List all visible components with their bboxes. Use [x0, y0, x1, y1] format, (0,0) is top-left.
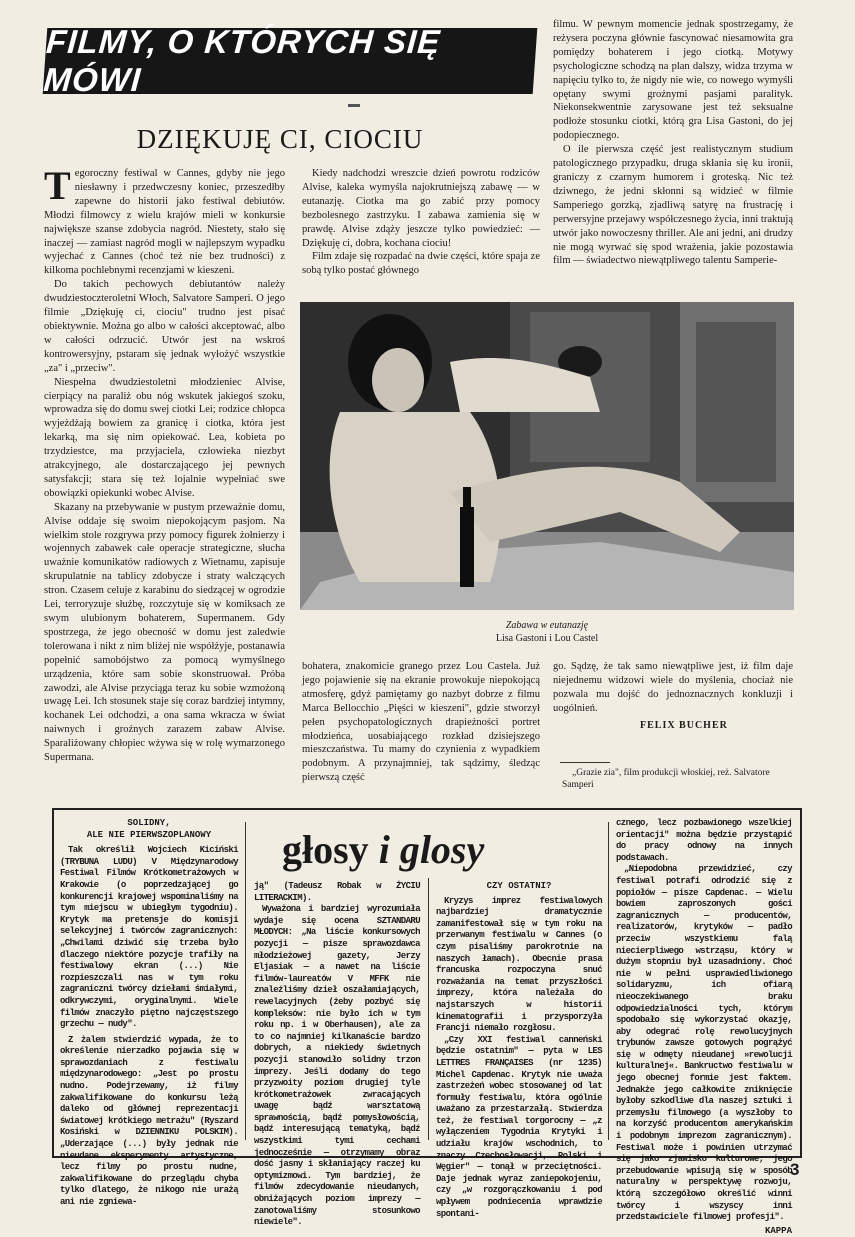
paragraph: O ile pierwsza część jest realistycznym studium patologicznego przypadku, druga skłania się ku ironii, graniczy z czarnym humorem i groteską. Nic też dziwnego, że jedni skłonni są widzieć w filmie Samperiego gorzką, zjadliwą satyrę na frustrację i perwersyjne przejawy współczesnego życia, inni traktują utwór jako nowoczesny thriller. Ale ani jedni, ani drudzy nie mogą wyrwać się spod wrażenia, jakie pozostawia film — świadectwo niewątpliwego talentu Samperie-	[553, 144, 793, 267]
article-column-2	[302, 167, 540, 278]
article-column-1	[44, 163, 285, 765]
column-signature: KAPPA	[764, 1225, 792, 1236]
paragraph: „Niepodobna przewidzieć, czy festiwal potrafi odrodzić się z popiołów — pisze Capdenac. — Wielu bowiem zaproszonych gości zagranicznych — producentów, realizatorów, krytyków — padło przeciw wszystkiemu falą niecierpliwego wstrząsu, który w dużym stopniu był uzasadniony. Choć nie w pełni usprawiedliwionego solidaryzmu, ich ofiarą nieoczekiwanego braku odpowiedzialności tych, którym spodobało się wykorzystać okazję, aby odegrać rolę rewolucyjnych trybunów zawsze gotowych pogrążyć się w odmęty nieudanej »rewolucji kulturalnej«. Bankructwo festiwalu w jego obecnej formie jest faktem. Jednakże jego całkowite zniknięcie byłoby szkodliwe dla naszej sztuki i przemysłu filmowego (a wyszłoby to na korzyść producentom amerykańskim i podobnym imprezom zagranicznym). Festiwal może i powinien utrzymać się jako zjawisko kulturowe; jego przebudowanie wpisują się w sposób naturalny w perspektywę rozwoju, którą szczegółowo określić winni twórcy i wszyscy inni przedstawiciele filmowej profesji".	[616, 864, 792, 1223]
paragraph: „Czy XXI festiwal canneński będzie ostatnim" — pyta w LES LETTRES FRANÇAISES (nr 1235) Michel Capdenac. Krytyk nie uważa zastrzeżeń wobec stosowanej od lat formuły festiwalu, która ogólnie uważano za przestarzałą. Stwierdza też, że festiwal torgorocny — „z wyłączeniem Tygodnia Krytyki i udziału krajów wschodnich, to znaczy Czechosłowacji, Polski i Węgier" — tonął w przeciętności. Daje jednak wyraz zaniepokojeniu, czy „w rozgorączkowaniu i pod wpływem podniecenia wprawdzie spontani-	[436, 1034, 602, 1219]
article-column-3b	[553, 660, 793, 716]
section-banner: FILMY, O KTÓRYCH SIĘ MÓWI	[43, 28, 538, 94]
glosy-column-2	[254, 881, 420, 1229]
article-title: DZIĘKUJĘ CI, CIOCIU	[136, 124, 424, 154]
paragraph: Tak określił Wojciech Kiciński (TRYBUNA LUDU) V Międzynarodowy Festiwal Filmów Krótkometrażowych w Krakowie (o poprzedzającej go konkurencji krajowej wspominaliśmy na tym miejscu w ubiegłym tygodniu). Krytyk ma pretensje do komisji selekcyjnej i twórców zagranicznych: „Chwilami dziwić się trzeba było dlaczego niektóre pozycje trafiły na festiwalowy ekran (...) Nie rozpieszczali nas w tym roku zagraniczni twórcy dziełami śmiałymi, odkrywczymi, oryginalnymi. Wiele filmów znaczyło piętno najczęstszego grzechu — nudy".	[60, 845, 238, 1030]
glosy-column-4	[616, 818, 792, 1237]
column-heading: SOLIDNY,	[127, 818, 171, 828]
paragraph: ją" (Tadeusz Robak w ŻYCIU LITERACKIM).	[254, 881, 420, 903]
glosy-title: głosy i glosy	[282, 827, 485, 872]
drop-cap: T	[44, 163, 71, 208]
article-column-3	[553, 18, 793, 268]
column-heading: ALE NIE PIERWSZOPLANOWY	[86, 829, 212, 840]
paragraph: Skazany na przebywanie w pustym przeważnie domu, Alvise oddaje się swoim niepokojącym pasjom. Na wielkim stole rozgrywa przy pomocy figurek żołnierzy i wojennych zabawek całe operacje strategiczne, słucha uważnie komunikatów radiowych z Wietnamu, zapisuje skrupulatnie na tablicy zdobycze i straty walczących stron. Czasem celuje z karabinu do siedzącej w ogrodzie Lei, terroryzuje służbę, rozczytuje się w komiksach ze swym ulubionym bohaterem, Supermanem. Gdy spostrzega, że jego obecność w domu jest zaledwie tolerowana i nikt z nim bliżej nie współżyje, postanawia popełnić samobójstwo za pomocą wymyślnego urządzenia, które sam sobie skonstruował. Próba zawodzi, ale Alvise przyciąga teraz ku sobie wzmożoną uwagę Lei. Ich stosunek staje się coraz bardziej intymny, kochanek Lei odchodzi, a ona sama wkracza w świat naiwnych i groźnych zarazem zabaw Alvise. Sparaliżowany chłopiec wżywa się w rolę wymarzonego Supermana.	[44, 501, 285, 764]
caption-title: Zabawa w eutanazję	[505, 620, 589, 631]
footnote-rule	[560, 762, 610, 763]
glosy-column-3	[436, 881, 602, 1220]
film-still-photo	[300, 302, 794, 610]
photo-caption	[300, 619, 794, 645]
paragraph: filmu. W pewnym momencie jednak spostrzegamy, że reżysera poczyna głównie fascynować niesamowita gra pomiędzy bohaterem i jego ciotką. Motywy psychologiczne schodzą na plan dalszy, widza trzyma w napięciu tylko to, że nigdy nie wie, co nowego wymyśli opętany swymi groźnymi pasjami paralityk. Niekonsekwentnie zarysowane jest też seksualne podłoże stosunku ciotki, którą gra Lisa Gastoni, do jej podopiecznego.	[553, 19, 793, 142]
column-heading: CZY OSTATNI?	[486, 881, 552, 891]
divider	[348, 104, 360, 107]
paragraph: Kryzys imprez festiwalowych najbardziej dramatycznie zamanifestował się w tym roku na przerwanym festiwalu w Cannes (o czym pisaliśmy parokrotnie na naszych łamach). Obecnie prasa francuska rozpoczyna snuć rozważania na temat przyszłości imprezy, która należała do najstarszych w historii kinematografii i przysporzyła Francji niemało rozgłosu.	[436, 895, 602, 1034]
footnote: „Grazie zia", film produkcji włoskiej, reż. Salvatore Samperi	[562, 768, 770, 790]
paragraph: Niespełna dwudziestoletni młodzieniec Alvise, cierpiący na paraliż obu nóg wskutek jakiegoś szoku, wprowadza się do domu swej ciotki Lei; rodzice chłopca wyjeżdżają bowiem za granicę i ciotka, która jest lekarką, ma się nim opiekować. Lea, kobieta po trzydziestce, ma przyjaciela, człowieka niezbyt atrakcyjnego, ale dostarczającego jej pewnych satysfakcji; stara się też lojalnie wypełniać swe obowiązki opiekunki wobec Alvise.	[44, 376, 285, 499]
column-divider	[608, 822, 609, 1140]
paragraph: Do takich pechowych debiutantów należy dwudziestoczteroletni Włoch, Salvatore Samperi. O jego filmie „Dziękuję ci, ciociu" trudno jest pisać obiektywnie. Można go albo w całości akceptować, albo w całości odrzucić. Utwór jest na wskroś kontrowersyjny, pstaram się jednak wyłożyć wszystkie „za" i „przeciw".	[44, 279, 285, 374]
column-divider	[245, 822, 246, 1140]
author-signature: FELIX BUCHER	[640, 720, 728, 731]
column-divider	[428, 878, 429, 1140]
paragraph: Kiedy nadchodzi wreszcie dzień powrotu rodziców Alvise, kaleka wymyśla najokrutniejszą zabawę — w eutanazję. Ciotka ma go zabić przy pomocy bezbolesnego zastrzyku. I zabawa zamienia się w prawdę. Alvise zdąży jeszcze tylko powiedzieć: — Dziękuję ci, dobra, kochana ciociu!	[302, 168, 540, 249]
paragraph: cznego, lecz pozbawionego wszelkiej orientacji" można będzie przystąpić do pracy odnowy na innych podstawach.	[616, 818, 792, 863]
paragraph: bohatera, znakomicie granego przez Lou Castela. Już jego pojawienie się na ekranie prowokuje niepokojącą atmosferę, gdyż pamiętamy go nazbyt dobrze z filmu Marca Bellocchio „Pięści w kieszeni", gdzie stworzył pełen psychopatologicznych drapieżności portret młodzieńca, uosabiającego rozkład dzisiejszego mieszczaństwa. Tu mamy do czynienia z wypadkiem podobnym. A przynajmniej, tak sądzimy, śledząc pierwszą część	[302, 661, 540, 784]
article-column-2b	[302, 660, 540, 785]
paragraph: Tegoroczny festiwal w Cannes, gdyby nie jego niesławny i przedwczesny koniec, przeszedłby zapewne do historii jako festiwal debiutów. Młodzi filmowcy z wielu krajów mieli w konkursie największe szanse zdobycia nagród. Niestety, stało się inaczej — zamiast nagród mogli w najlepszym wypadku wyjechać z Cannes (choć też nie bez trudności) z kilkoma pochlebnymi recenzjami w kieszeni.	[44, 163, 285, 277]
glosy-column-1	[60, 818, 238, 1209]
film-still-illustration	[300, 302, 794, 610]
paragraph: Wyważona i bardziej wyrozumiała wydaje się ocena SZTANDARU MŁODYCH: „Na liście konkursowych pozycji — pisze sprawozdawca młodzieżowej gazety, Jerzy Eljasiak — a nawet na liście filmów-laureatów V MFFK nie znaleźliśmy dzieł oszałamiających, rewelacyjnych (żeby pozbyć się kompleksów: nie było ich w tym roku np. i w Oberhausen), ale za to co najmniej kilkanaście bardzo dobrych, a niekiedy świetnych pozycji stanowiło solidny trzon imprezy. Jeśli dodamy do tego przyzwoity poziom drugiej tyle krótkometrażowek zwracających uwagę bądź warsztatową sprawnością, bądź pomysłowością, bądź interesującą tematyką, bądź wszystkimi tymi cechami jednocześnie — otrzymamy obraz dość jasny i skłaniający raczej ku optymizmowi. Tym bardziej, że filmów zdecydowanie nieudanych, obniżających poziom imprezy — zanotowaliśmy stosunkowo niewiele".	[254, 904, 420, 1228]
paragraph: Z żalem stwierdzić wypada, że to określenie nierzadko pojawia się w sprawozdaniach z festiwalu międzynarodowego: „Jest po prostu nudno. Podejrzewamy, iż filmy zakwalifikowane do konkursu leżą daleko od głównej reprezentacji światowej krótkiego metrażu" (Ryszard Kosiński w DZIENNIKU POLSKIM). „Uderzające (...) były jednak nie nieudane eksperymenty artystyczne, lecz filmy po prostu nudne, zakwalifikowane do przeglądu chyba tylko dlatego, że nikogo nie urażą ani nie zgniewa-	[60, 1034, 238, 1207]
paragraph: go. Sądzę, że tak samo niewątpliwe jest, iż film daje niejednemu widzowi wiele do myślenia, chociaż nie pozwala mu dojść do jednoznacznych konkluzji i uogólnień.	[553, 661, 793, 714]
caption-names: Lisa Gastoni i Lou Castel	[495, 633, 599, 644]
page-number: 3	[790, 1160, 800, 1179]
paragraph: Film zdaje się rozpadać na dwie części, które spaja ze sobą tylko postać głównego	[302, 251, 540, 277]
